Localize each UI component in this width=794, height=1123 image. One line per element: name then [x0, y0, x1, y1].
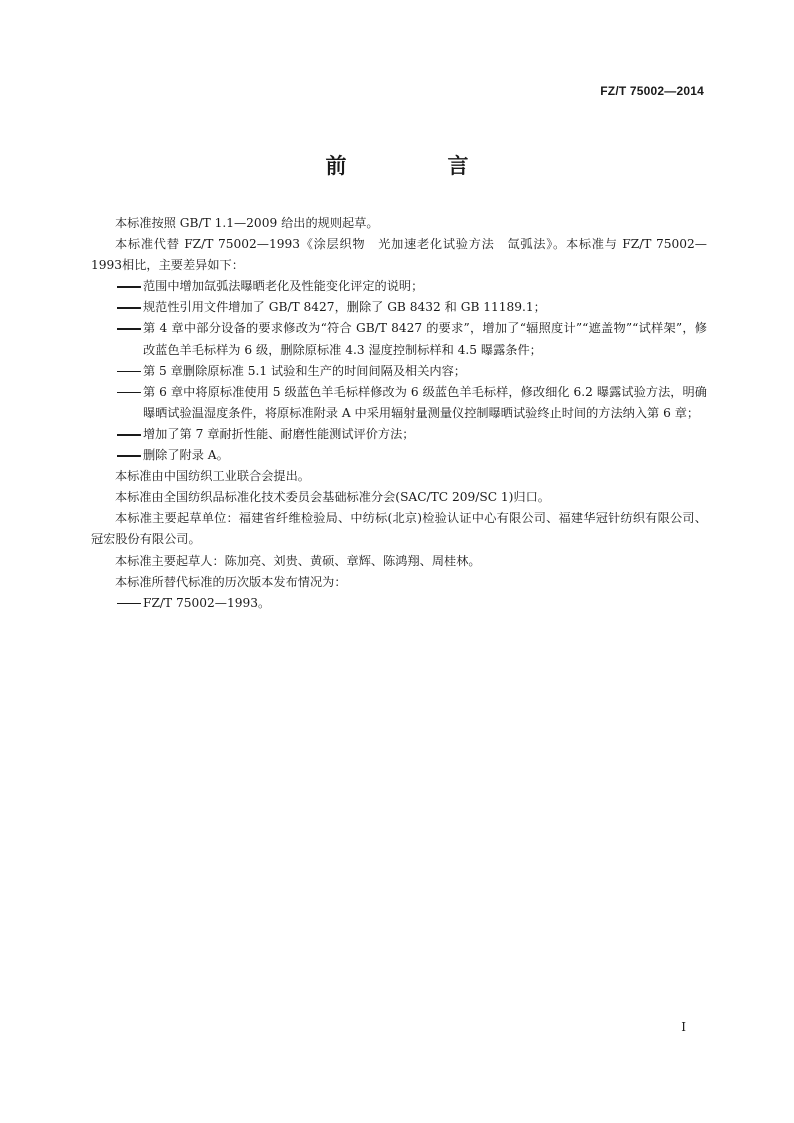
- page-number: I: [681, 1020, 686, 1034]
- standard-code: FZ/T 75002—2014: [600, 84, 704, 98]
- dash-marker: [117, 307, 141, 309]
- change-item: [91, 424, 707, 445]
- paragraph-history: 本标准所替代标准的历次版本发布情况为：: [115, 574, 347, 589]
- paragraph-drafting-rules: 本标准按照 GB/T 1.1—2009 给出的规则起草。: [115, 216, 379, 230]
- dash-marker: [117, 455, 141, 457]
- dash-marker: [117, 434, 141, 436]
- change-item-text: 第 6 章中将原标准使用 5 级蓝色羊毛标样修改为 6 级蓝色羊毛标样，修改细化 6.2 曝露试验方法，明确曝晒试验温湿度条件，将原标准附录 A 中采用辐射量测量仪控制曝晒试验终止时间的方法纳入第 6 章；: [143, 384, 707, 420]
- foreword-body: [91, 213, 707, 614]
- paragraph-replacement: 本标准代替 FZ/T 75002—1993《涂层织物 光加速老化试验方法 氙弧法》。本标准与 FZ/T 75002—1993相比，主要差异如下：: [91, 237, 707, 273]
- change-item: [91, 361, 707, 382]
- change-item: [91, 318, 707, 360]
- paragraph-drafting-units: 本标准主要起草单位：福建省纤维检验局、中纺标(北京)检验认证中心有限公司、福建华冠针纺织有限公司、冠宏股份有限公司。: [91, 511, 707, 547]
- dash-marker: [117, 603, 141, 605]
- dash-marker: [117, 371, 141, 373]
- dash-marker: [117, 286, 141, 288]
- change-item-text: 删除了附录 A。: [143, 448, 229, 463]
- change-item: [91, 276, 707, 297]
- dash-marker: [117, 392, 141, 394]
- history-item-text: FZ/T 75002—1993。: [143, 595, 271, 610]
- paragraph-proposer: 本标准由中国纺织工业联合会提出。: [115, 469, 310, 484]
- change-item: [91, 382, 707, 424]
- change-item-text: 规范性引用文件增加了 GB/T 8427，删除了 GB 8432 和 GB 11189.1；: [143, 300, 546, 315]
- change-item: [91, 445, 707, 466]
- change-item-text: 第 4 章中部分设备的要求修改为“符合 GB/T 8427 的要求”，增加了“辐照度计”“遮盖物”“试样架”，修改蓝色羊毛标样为 6 级，删除原标准 4.3 湿度控制标样和 4.5 曝露条件；: [143, 321, 707, 357]
- paragraph-drafters: 本标准主要起草人：陈加亮、刘贵、黄硕、章辉、陈鸿翔、周桂林。: [115, 553, 481, 568]
- change-item-text: 增加了第 7 章耐折性能、耐磨性能测试评价方法；: [143, 426, 415, 441]
- page-title: 前 言: [325, 154, 509, 178]
- history-item: [91, 593, 707, 614]
- paragraph-centralized: 本标准由全国纺织品标准化技术委员会基础标准分会(SAC/TC 209/SC 1)归口。: [115, 490, 550, 505]
- change-item-text: 范围中增加氙弧法曝晒老化及性能变化评定的说明；: [143, 279, 424, 294]
- change-item-text: 第 5 章删除原标准 5.1 试验和生产的时间间隔及相关内容；: [143, 363, 466, 378]
- dash-marker: [117, 328, 141, 330]
- change-item: [91, 297, 707, 318]
